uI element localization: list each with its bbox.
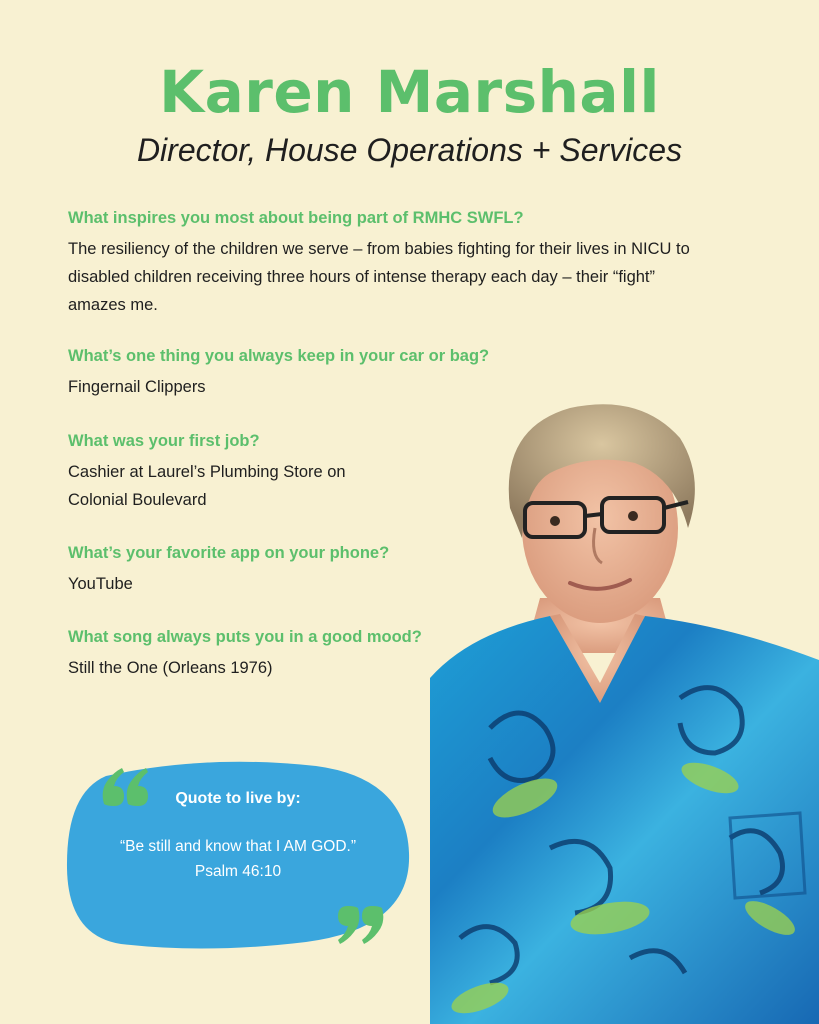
qa-item-car-bag bbox=[68, 345, 489, 401]
qa-item-song bbox=[68, 626, 422, 682]
answer-line: Fingernail Clippers bbox=[68, 378, 206, 396]
job-title: Director, House Operations + Services bbox=[136, 132, 683, 168]
answer-line: The resiliency of the children we serve – from babies fighting for their lives in NICU to bbox=[68, 240, 690, 258]
question: What’s your favorite app on your phone? bbox=[68, 544, 390, 562]
qa-item-inspiration bbox=[68, 207, 690, 319]
answer-line: Still the One (Orleans 1976) bbox=[68, 659, 273, 677]
person-name: Karen Marshall bbox=[159, 58, 660, 126]
quote-citation: Psalm 46:10 bbox=[194, 863, 282, 880]
answer-line: disabled children receiving three hours of intense therapy each day – their “fight” bbox=[68, 268, 656, 286]
qa-item-favorite-app bbox=[68, 542, 389, 598]
portrait-photo bbox=[430, 398, 819, 1024]
answer-line: Cashier at Laurel’s Plumbing Store on bbox=[68, 463, 346, 481]
quote-title: Quote to live by: bbox=[175, 790, 301, 807]
question: What’s one thing you always keep in your car or bag? bbox=[68, 347, 490, 365]
qa-item-first-job bbox=[68, 430, 346, 514]
question: What song always puts you in a good mood? bbox=[68, 628, 422, 646]
question: What inspires you most about being part of RMHC SWFL? bbox=[68, 209, 524, 227]
quote-body bbox=[66, 834, 410, 884]
answer-line: YouTube bbox=[68, 575, 133, 593]
quote-text: “Be still and know that I AM GOD.” bbox=[119, 838, 357, 855]
close-quote-mark-icon bbox=[334, 904, 386, 948]
question: What was your first job? bbox=[68, 432, 260, 450]
answer-line: Colonial Boulevard bbox=[68, 491, 207, 509]
answer-line: amazes me. bbox=[68, 296, 158, 314]
